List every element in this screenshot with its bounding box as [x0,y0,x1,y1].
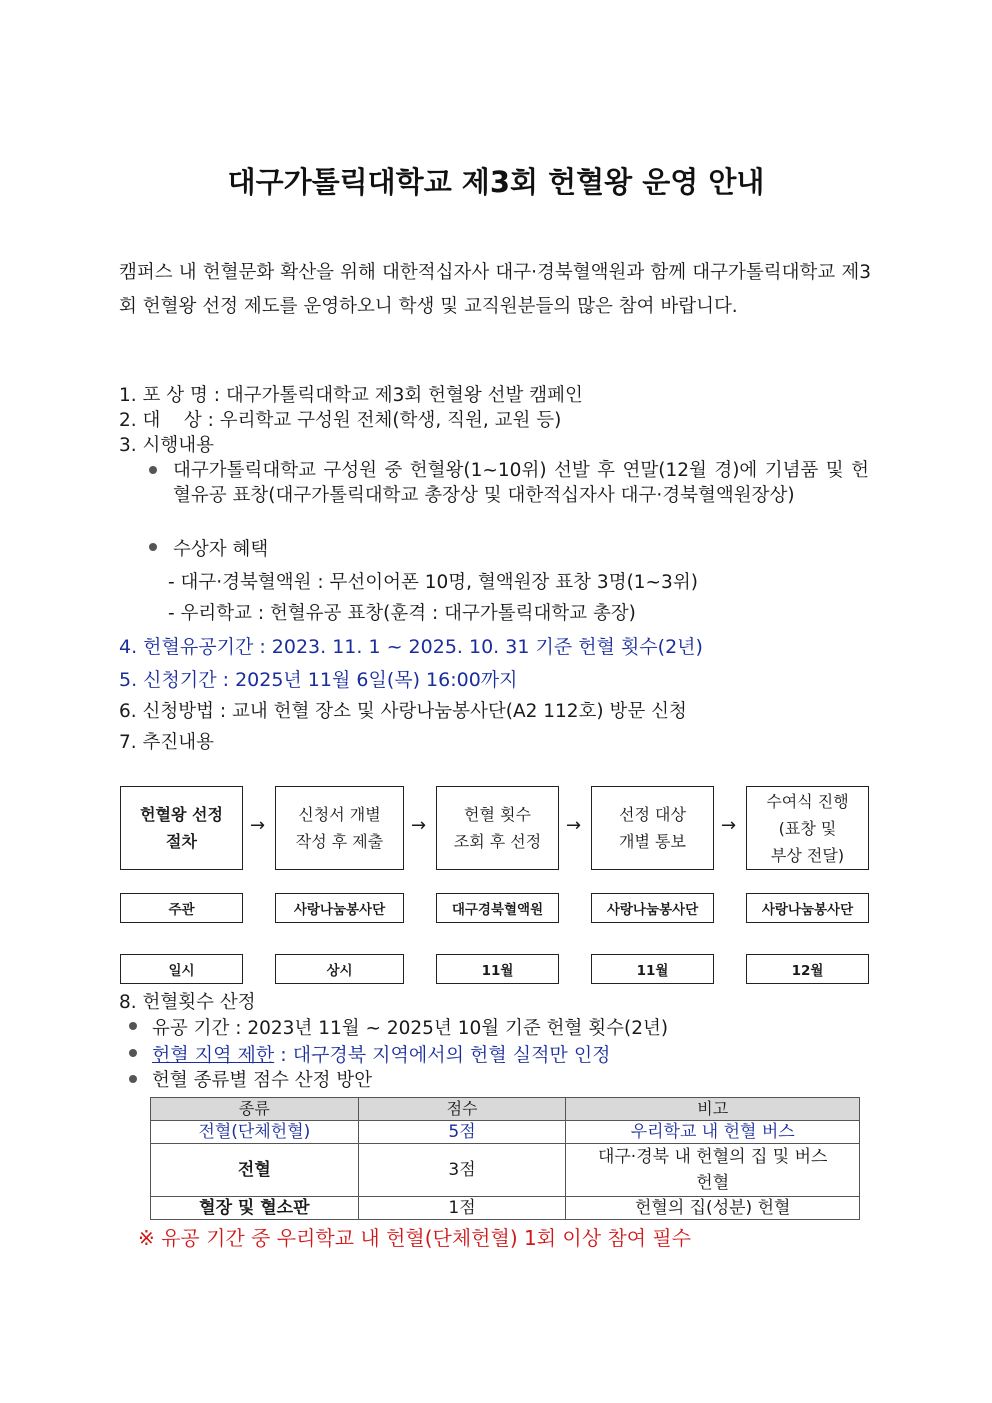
score-cell: 3점 [358,1144,566,1197]
intro-paragraph: 캠퍼스 내 헌혈문화 확산을 위해 대한적십자사 대구·경북혈액원과 함께 대구가톨릭대학교 제3회 헌혈왕 선정 제도를 운영하오니 학생 및 교직원분들의 많은 참여 바랍니다. [119,262,871,317]
item-award-name: 1. 포 상 명 : 대구가톨릭대학교 제3회 헌혈왕 선발 캠페인 [119,385,583,406]
benefit-school: - 우리학교 : 헌혈유공 표창(훈격 : 대구가톨릭대학교 총장) [168,603,636,624]
type-cell: 전혈(단체헌혈) [151,1121,359,1144]
host-label: 주관 [120,893,243,923]
benefit-blood-center: - 대구·경북혈액원 : 무선이어폰 10명, 혈액원장 표창 3명(1~3위) [168,572,698,593]
flow-step-application: 신청서 개별 작성 후 제출 [275,786,404,870]
table-row [151,1121,860,1144]
type-cell: 전혈 [151,1144,359,1197]
column-header: 비고 [566,1098,860,1121]
required-note: ※ 유공 기간 중 우리학교 내 헌혈(단체헌혈) 1회 이상 참여 필수 [138,1226,692,1250]
count-score-heading: 헌혈 종류별 점수 산정 방안 [152,1070,373,1091]
count-period: 유공 기간 : 2023년 11월 ~ 2025년 10월 기준 헌혈 횟수(2년) [152,1018,669,1039]
item-target: 2. 대 상 : 우리학교 구성원 전체(학생, 직원, 교원 등) [119,410,562,431]
table-header-row [151,1098,860,1121]
arrow-icon: → [250,815,266,836]
column-header: 종류 [151,1098,359,1121]
flow-step-ceremony: 수여식 진행 (표창 및 부상 전달) [746,786,869,870]
flow-step-procedure: 헌혈왕 선정 절차 [120,786,243,870]
date-cell: 11월 [436,954,559,984]
note-cell: 우리학교 내 헌혈 버스 [566,1121,860,1144]
type-cell: 혈장 및 혈소판 [151,1197,359,1220]
flow-step-selection: 헌혈 횟수 조회 후 선정 [436,786,559,870]
host-cell: 대구경북혈액원 [436,893,559,923]
score-cell: 1점 [358,1197,566,1220]
bullet-icon [149,466,157,474]
item-contents-heading: 3. 시행내용 [119,435,215,456]
arrow-icon: → [721,815,737,836]
bullet-icon [149,543,157,551]
date-cell: 11월 [591,954,714,984]
flow-step-notification: 선정 대상 개별 통보 [591,786,714,870]
count-region-limit: 헌혈 지역 제한 : 대구경북 지역에서의 헌혈 실적만 인정 [152,1044,611,1066]
date-label: 일시 [120,954,243,984]
host-cell: 사랑나눔봉사단 [746,893,869,923]
item-apply-period: 5. 신청기간 : 2025년 11월 6일(목) 16:00까지 [119,669,518,691]
table-row [151,1197,860,1220]
score-table [150,1097,860,1220]
page-title: 대구가톨릭대학교 제3회 헌혈왕 운영 안내 [227,165,765,199]
note-cell: 대구·경북 내 헌혈의 집 및 버스 헌혈 [566,1144,860,1197]
item-progress-heading: 7. 추진내용 [119,732,215,753]
date-cell: 상시 [275,954,404,984]
arrow-icon: → [411,815,427,836]
bullet-icon [129,1075,137,1083]
column-header: 점수 [358,1098,566,1121]
item-apply-method: 6. 신청방법 : 교내 헌혈 장소 및 사랑나눔봉사단(A2 112호) 방문 신청 [119,701,687,722]
table-row [151,1144,860,1197]
item-contents-detail: 대구가톨릭대학교 구성원 중 헌혈왕(1~10위) 선발 후 연말(12월 경)에 기념품 및 헌혈유공 표창(대구가톨릭대학교 총장상 및 대한적십자사 대구·경북혈액원장상) [173,460,869,506]
host-cell: 사랑나눔봉사단 [275,893,404,923]
host-cell: 사랑나눔봉사단 [591,893,714,923]
item-count-heading: 8. 헌혈횟수 산정 [119,992,256,1013]
score-cell: 5점 [358,1121,566,1144]
bullet-icon [129,1049,137,1057]
bullet-icon [129,1022,137,1030]
item-merit-period: 4. 헌혈유공기간 : 2023. 11. 1 ~ 2025. 10. 31 기준 헌혈 횟수(2년) [119,636,703,658]
date-cell: 12월 [746,954,869,984]
note-cell: 헌혈의 집(성분) 헌혈 [566,1197,860,1220]
arrow-icon: → [566,815,582,836]
item-benefits-heading: 수상자 혜택 [173,539,269,560]
